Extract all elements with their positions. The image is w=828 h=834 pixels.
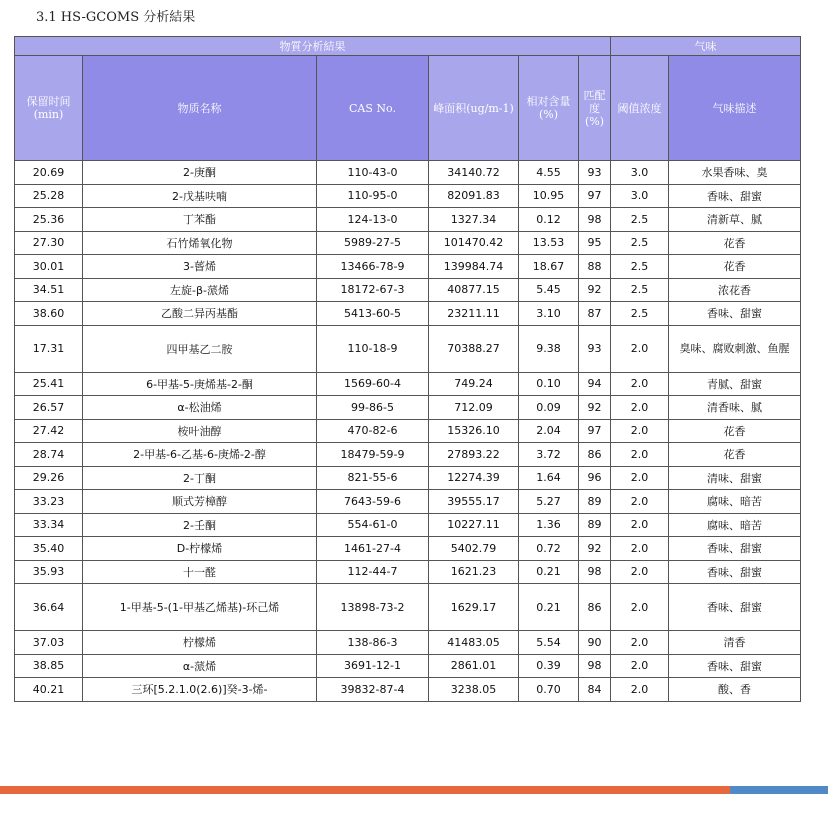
cell-cas-no: 821-55-6 — [317, 466, 429, 490]
cell-relative-content: 1.64 — [519, 466, 579, 490]
cell-retention-time: 35.93 — [15, 560, 83, 584]
cell-cas-no: 1461-27-4 — [317, 537, 429, 561]
cell-cas-no: 13898-73-2 — [317, 584, 429, 631]
cell-match: 86 — [579, 443, 611, 467]
cell-peak-area: 3238.05 — [429, 678, 519, 702]
cell-threshold: 2.0 — [611, 678, 669, 702]
cell-retention-time: 40.21 — [15, 678, 83, 702]
cell-threshold: 2.0 — [611, 443, 669, 467]
table-row — [15, 537, 801, 561]
cell-odor-description: 花香 — [669, 231, 801, 255]
cell-retention-time: 26.57 — [15, 396, 83, 420]
cell-cas-no: 39832-87-4 — [317, 678, 429, 702]
cell-peak-area: 12274.39 — [429, 466, 519, 490]
cell-odor-description: 青腻、甜蜜 — [669, 372, 801, 396]
col-header-compound-name: 物质名称 — [83, 56, 317, 161]
table-row — [15, 302, 801, 326]
cell-retention-time: 36.64 — [15, 584, 83, 631]
cell-threshold: 2.0 — [611, 396, 669, 420]
table-row — [15, 560, 801, 584]
cell-retention-time: 25.41 — [15, 372, 83, 396]
cell-compound-name: 左旋-β-蒎烯 — [83, 278, 317, 302]
cell-peak-area: 2861.01 — [429, 654, 519, 678]
cell-cas-no: 138-86-3 — [317, 631, 429, 655]
cell-relative-content: 13.53 — [519, 231, 579, 255]
cell-peak-area: 15326.10 — [429, 419, 519, 443]
cell-cas-no: 110-43-0 — [317, 161, 429, 185]
table-row — [15, 466, 801, 490]
cell-peak-area: 712.09 — [429, 396, 519, 420]
cell-peak-area: 1327.34 — [429, 208, 519, 232]
cell-retention-time: 25.36 — [15, 208, 83, 232]
table-row — [15, 654, 801, 678]
cell-cas-no: 7643-59-6 — [317, 490, 429, 514]
cell-odor-description: 水果香味、臭 — [669, 161, 801, 185]
cell-peak-area: 139984.74 — [429, 255, 519, 279]
cell-peak-area: 1621.23 — [429, 560, 519, 584]
cell-compound-name: 顺式芳樟醇 — [83, 490, 317, 514]
cell-odor-description: 酸、香 — [669, 678, 801, 702]
cell-retention-time: 35.40 — [15, 537, 83, 561]
cell-relative-content: 3.72 — [519, 443, 579, 467]
cell-retention-time: 38.85 — [15, 654, 83, 678]
col-header-threshold: 阈值浓度 — [611, 56, 669, 161]
table-body — [15, 161, 801, 702]
cell-cas-no: 554-61-0 — [317, 513, 429, 537]
cell-peak-area: 749.24 — [429, 372, 519, 396]
table-row — [15, 325, 801, 372]
cell-match: 93 — [579, 161, 611, 185]
cell-cas-no: 3691-12-1 — [317, 654, 429, 678]
cell-peak-area: 1629.17 — [429, 584, 519, 631]
cell-peak-area: 82091.83 — [429, 184, 519, 208]
cell-threshold: 2.5 — [611, 255, 669, 279]
cell-odor-description: 香味、甜蜜 — [669, 537, 801, 561]
cell-threshold: 2.0 — [611, 325, 669, 372]
cell-compound-name: α-松油烯 — [83, 396, 317, 420]
cell-retention-time: 33.34 — [15, 513, 83, 537]
cell-retention-time: 27.42 — [15, 419, 83, 443]
cell-relative-content: 3.10 — [519, 302, 579, 326]
cell-cas-no: 1569-60-4 — [317, 372, 429, 396]
table-row — [15, 678, 801, 702]
cell-compound-name: 2-戊基呋喃 — [83, 184, 317, 208]
cell-odor-description: 香味、甜蜜 — [669, 302, 801, 326]
cell-odor-description: 清味、甜蜜 — [669, 466, 801, 490]
cell-match: 96 — [579, 466, 611, 490]
cell-odor-description: 香味、甜蜜 — [669, 184, 801, 208]
cell-cas-no: 13466-78-9 — [317, 255, 429, 279]
cell-odor-description: 浓花香 — [669, 278, 801, 302]
cell-match: 89 — [579, 513, 611, 537]
cell-relative-content: 0.21 — [519, 560, 579, 584]
cell-peak-area: 39555.17 — [429, 490, 519, 514]
cell-retention-time: 27.30 — [15, 231, 83, 255]
cell-odor-description: 清新草、腻 — [669, 208, 801, 232]
cell-threshold: 2.5 — [611, 231, 669, 255]
cell-relative-content: 0.70 — [519, 678, 579, 702]
table-row — [15, 184, 801, 208]
cell-odor-description: 香味、甜蜜 — [669, 584, 801, 631]
cell-threshold: 3.0 — [611, 184, 669, 208]
cell-relative-content: 18.67 — [519, 255, 579, 279]
cell-odor-description: 腐味、暗苦 — [669, 490, 801, 514]
cell-compound-name: 桉叶油醇 — [83, 419, 317, 443]
cell-match: 90 — [579, 631, 611, 655]
cell-compound-name: 6-甲基-5-庚烯基-2-酮 — [83, 372, 317, 396]
cell-peak-area: 70388.27 — [429, 325, 519, 372]
cell-compound-name: α-蒎烯 — [83, 654, 317, 678]
cell-threshold: 2.0 — [611, 584, 669, 631]
cell-relative-content: 0.10 — [519, 372, 579, 396]
cell-compound-name: 四甲基乙二胺 — [83, 325, 317, 372]
cell-peak-area: 34140.72 — [429, 161, 519, 185]
cell-retention-time: 28.74 — [15, 443, 83, 467]
cell-relative-content: 10.95 — [519, 184, 579, 208]
cell-threshold: 2.5 — [611, 302, 669, 326]
cell-match: 92 — [579, 396, 611, 420]
footer-bar-orange — [0, 786, 730, 794]
cell-threshold: 3.0 — [611, 161, 669, 185]
cell-odor-description: 臭味、腐败刺激、鱼腥 — [669, 325, 801, 372]
cell-threshold: 2.0 — [611, 419, 669, 443]
cell-cas-no: 112-44-7 — [317, 560, 429, 584]
cell-peak-area: 10227.11 — [429, 513, 519, 537]
cell-peak-area: 41483.05 — [429, 631, 519, 655]
cell-compound-name: 十一醛 — [83, 560, 317, 584]
col-header-cas-no: CAS No. — [317, 56, 429, 161]
table-caption: 3.1 HS-GCOMS 分析結果 — [36, 10, 196, 25]
cell-match: 84 — [579, 678, 611, 702]
cell-match: 95 — [579, 231, 611, 255]
col-header-retention-time: 保留时间(min) — [15, 56, 83, 161]
cell-retention-time: 17.31 — [15, 325, 83, 372]
cell-cas-no: 110-18-9 — [317, 325, 429, 372]
cell-odor-description: 清香味、腻 — [669, 396, 801, 420]
cell-threshold: 2.0 — [611, 513, 669, 537]
cell-match: 93 — [579, 325, 611, 372]
cell-retention-time: 25.28 — [15, 184, 83, 208]
cell-match: 98 — [579, 560, 611, 584]
cell-peak-area: 101470.42 — [429, 231, 519, 255]
cell-cas-no: 99-86-5 — [317, 396, 429, 420]
cell-match: 92 — [579, 278, 611, 302]
cell-compound-name: 三环[5.2.1.0(2.6)]癸-3-烯- — [83, 678, 317, 702]
cell-retention-time: 29.26 — [15, 466, 83, 490]
cell-relative-content: 0.72 — [519, 537, 579, 561]
table-row — [15, 513, 801, 537]
cell-relative-content: 2.04 — [519, 419, 579, 443]
cell-compound-name: 2-丁酮 — [83, 466, 317, 490]
table-row — [15, 231, 801, 255]
table-row — [15, 278, 801, 302]
cell-cas-no: 124-13-0 — [317, 208, 429, 232]
footer-bar-blue — [730, 786, 828, 794]
cell-cas-no: 18479-59-9 — [317, 443, 429, 467]
cell-compound-name: 乙酸二异丙基酯 — [83, 302, 317, 326]
cell-match: 97 — [579, 419, 611, 443]
cell-cas-no: 5413-60-5 — [317, 302, 429, 326]
table-row — [15, 584, 801, 631]
cell-odor-description: 花香 — [669, 443, 801, 467]
table-row — [15, 443, 801, 467]
table-row — [15, 631, 801, 655]
cell-threshold: 2.0 — [611, 631, 669, 655]
cell-threshold: 2.0 — [611, 560, 669, 584]
cell-match: 97 — [579, 184, 611, 208]
cell-odor-description: 花香 — [669, 419, 801, 443]
cell-compound-name: 丁苯酯 — [83, 208, 317, 232]
cell-threshold: 2.0 — [611, 537, 669, 561]
cell-match: 94 — [579, 372, 611, 396]
col-header-odor-description: 气味描述 — [669, 56, 801, 161]
cell-relative-content: 0.21 — [519, 584, 579, 631]
cell-compound-name: 3-蒈烯 — [83, 255, 317, 279]
cell-relative-content: 5.45 — [519, 278, 579, 302]
cell-threshold: 2.0 — [611, 372, 669, 396]
cell-threshold: 2.0 — [611, 654, 669, 678]
cell-relative-content: 0.39 — [519, 654, 579, 678]
cell-match: 87 — [579, 302, 611, 326]
cell-cas-no: 470-82-6 — [317, 419, 429, 443]
cell-compound-name: D-柠檬烯 — [83, 537, 317, 561]
cell-compound-name: 石竹烯氧化物 — [83, 231, 317, 255]
group-header-odor: 气味 — [611, 37, 801, 56]
cell-odor-description: 香味、甜蜜 — [669, 560, 801, 584]
cell-cas-no: 5989-27-5 — [317, 231, 429, 255]
cell-peak-area: 23211.11 — [429, 302, 519, 326]
cell-match: 88 — [579, 255, 611, 279]
cell-threshold: 2.5 — [611, 208, 669, 232]
cell-compound-name: 1-甲基-5-(1-甲基乙烯基)-环己烯 — [83, 584, 317, 631]
cell-compound-name: 2-壬酮 — [83, 513, 317, 537]
cell-cas-no: 110-95-0 — [317, 184, 429, 208]
cell-peak-area: 5402.79 — [429, 537, 519, 561]
col-header-match: 匹配度(%) — [579, 56, 611, 161]
cell-relative-content: 9.38 — [519, 325, 579, 372]
cell-cas-no: 18172-67-3 — [317, 278, 429, 302]
table-row — [15, 161, 801, 185]
cell-odor-description: 香味、甜蜜 — [669, 654, 801, 678]
cell-threshold: 2.0 — [611, 490, 669, 514]
cell-relative-content: 1.36 — [519, 513, 579, 537]
col-header-relative-content: 相对含量(%) — [519, 56, 579, 161]
cell-retention-time: 30.01 — [15, 255, 83, 279]
cell-threshold: 2.0 — [611, 466, 669, 490]
table-row — [15, 396, 801, 420]
cell-relative-content: 4.55 — [519, 161, 579, 185]
cell-retention-time: 34.51 — [15, 278, 83, 302]
cell-match: 98 — [579, 654, 611, 678]
cell-compound-name: 2-甲基-6-乙基-6-庚烯-2-醇 — [83, 443, 317, 467]
cell-retention-time: 20.69 — [15, 161, 83, 185]
cell-compound-name: 2-庚酮 — [83, 161, 317, 185]
cell-match: 86 — [579, 584, 611, 631]
cell-peak-area: 27893.22 — [429, 443, 519, 467]
table-row — [15, 372, 801, 396]
group-header-analysis: 物質分析結果 — [15, 37, 611, 56]
cell-relative-content: 0.09 — [519, 396, 579, 420]
cell-threshold: 2.5 — [611, 278, 669, 302]
cell-relative-content: 5.27 — [519, 490, 579, 514]
cell-retention-time: 33.23 — [15, 490, 83, 514]
cell-peak-area: 40877.15 — [429, 278, 519, 302]
cell-retention-time: 38.60 — [15, 302, 83, 326]
cell-match: 89 — [579, 490, 611, 514]
cell-odor-description: 腐味、暗苦 — [669, 513, 801, 537]
cell-match: 98 — [579, 208, 611, 232]
cell-match: 92 — [579, 537, 611, 561]
table-row — [15, 208, 801, 232]
col-header-peak-area: 峰面积(ug/m-1) — [429, 56, 519, 161]
cell-relative-content: 5.54 — [519, 631, 579, 655]
gcms-results-table — [14, 36, 801, 702]
cell-relative-content: 0.12 — [519, 208, 579, 232]
table-row — [15, 490, 801, 514]
cell-compound-name: 柠檬烯 — [83, 631, 317, 655]
cell-odor-description: 花香 — [669, 255, 801, 279]
table-row — [15, 255, 801, 279]
cell-retention-time: 37.03 — [15, 631, 83, 655]
cell-odor-description: 清香 — [669, 631, 801, 655]
table-row — [15, 419, 801, 443]
